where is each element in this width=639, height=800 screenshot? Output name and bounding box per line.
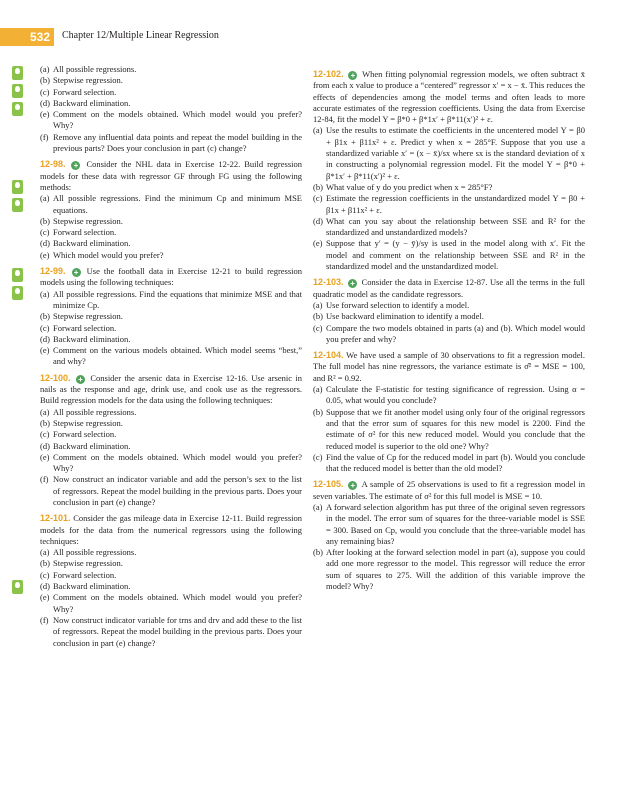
part-text: Backward elimination. xyxy=(53,440,131,451)
part-text: Compare the two models obtained in parts (a) and (b). Which model would you prefer and why? xyxy=(326,322,585,344)
plus-icon: + xyxy=(76,375,85,384)
exercise-part xyxy=(40,323,302,334)
part-label: (d) xyxy=(40,238,50,249)
part-text: Use forward selection to identify a model. xyxy=(326,299,470,310)
part-text: Comment on the models obtained. Which model would you prefer? Why? xyxy=(53,451,302,474)
part-text: Backward elimination. xyxy=(53,238,131,249)
margin-icons-group-2 xyxy=(12,180,23,216)
part-label: (d) xyxy=(40,440,50,451)
part-text: Forward selection. xyxy=(53,86,117,97)
part-text: Use the results to estimate the coefficients in the uncentered model Y = β0 + β1x + β11x² + ε. Predict y when x = 285°F. Suppose that you use a standardized variable x′ = (x − x̄)/sx where sx is the standard deviation of x in constructing a polynomial regression model. Fit the model Y = β*0 + β*1x′ + β*11(x′)² + ε. xyxy=(326,125,585,181)
plus-icon: + xyxy=(71,161,80,170)
part-label: (e) xyxy=(40,592,50,603)
part-text: All possible regressions. Find the minimum Cp and minimum MSE equations. xyxy=(53,193,302,215)
part-label: (b) xyxy=(313,181,323,192)
part-label: (e) xyxy=(40,345,50,356)
exercise-part xyxy=(40,570,302,581)
part-label: (a) xyxy=(313,299,323,310)
page-number: 532 xyxy=(0,28,54,46)
exercise-intro xyxy=(313,277,585,300)
exercise-text: We have used a sample of 30 observations to fit a regression model. The full model has nine regressors, the variance estimate is σ̂² = MSE = 100, and R² = 0.92. xyxy=(313,350,585,383)
part-label: (c) xyxy=(313,193,323,204)
part-text: All possible regressions. xyxy=(53,406,137,417)
exercise-part xyxy=(40,334,302,345)
part-text: After looking at the forward selection model in part (a), suppose you could add one more regressor to the model. This regressor will reduce the error sum of squares to 275. Will the addition of this variable improve the model? Why? xyxy=(326,547,585,592)
exercise-intro xyxy=(40,513,302,547)
part-label: (c) xyxy=(40,227,50,238)
learning-tool-icon xyxy=(12,66,23,80)
exercise-part xyxy=(313,193,585,216)
part-label: (e) xyxy=(40,109,50,120)
part-label: (a) xyxy=(313,384,323,395)
right-column xyxy=(313,64,585,592)
exercise-part xyxy=(40,227,302,238)
part-text: Comment on the models obtained. Which model would you prefer? Why? xyxy=(53,109,302,131)
part-label: (b) xyxy=(40,215,50,226)
part-label: (d) xyxy=(40,581,50,592)
part-label: (b) xyxy=(40,558,50,569)
exercise-part xyxy=(40,592,302,615)
part-text: Estimate the regression coefficients in the unstandardized model Y = β0 + β1x + β11x² + ε. xyxy=(326,193,585,215)
learning-tool-icon xyxy=(12,268,23,282)
exercise-part xyxy=(40,87,302,98)
exercise-part xyxy=(40,250,302,261)
part-label: (e) xyxy=(313,238,323,249)
part-text: Forward selection. xyxy=(53,227,117,238)
learning-tool-icon xyxy=(12,580,23,594)
exercise-part xyxy=(40,132,302,155)
exercise-part xyxy=(40,109,302,132)
learning-tool-icon xyxy=(12,84,23,98)
part-text: Use backward elimination to identify a model. xyxy=(326,311,484,322)
exercise-text: Use the football data in Exercise 12-21 to build regression models using the following techniques: xyxy=(40,266,303,288)
part-text: Forward selection. xyxy=(53,322,117,333)
part-label: (b) xyxy=(313,311,323,322)
exercise-part xyxy=(40,193,302,216)
exercise-text: Consider the data in Exercise 12-87. Use all the terms in the full quadratic model as the candidate regressors. xyxy=(313,277,586,299)
part-label: (a) xyxy=(40,288,50,299)
part-text: Comment on the models obtained. Which model would you prefer? Why? xyxy=(53,592,302,614)
part-text: Now construct an indicator variable and add the person’s sex to the list of regressors. Repeat the model building in the previous parts. Does your conclusion in part (e) change? xyxy=(53,474,302,507)
chapter-title: Chapter 12/Multiple Linear Regression xyxy=(62,30,219,41)
exercise-part xyxy=(40,98,302,109)
exercise-part xyxy=(313,547,585,592)
part-text: Now construct indicator variable for trns and drv and add these to the list of regressors. Repeat the model building in the previous parts. Does your conclusion in part (e) change? xyxy=(53,614,302,648)
part-label: (d) xyxy=(313,215,323,226)
exercise-part xyxy=(40,418,302,429)
part-text: Stepwise regression. xyxy=(53,558,123,569)
part-label: (f) xyxy=(40,614,49,625)
part-text: Stepwise regression. xyxy=(53,75,123,86)
part-text: Calculate the F-statistic for testing significance of regression. Using α = 0.05, what would you conclude? xyxy=(326,384,585,406)
part-text: All possible regressions. xyxy=(53,64,137,74)
exercise-part xyxy=(40,238,302,249)
exercise-intro xyxy=(40,159,302,193)
exercise-part xyxy=(40,581,302,592)
part-text: Backward elimination. xyxy=(53,333,131,344)
margin-icons-group-1 xyxy=(12,66,23,120)
exercise-part xyxy=(40,75,302,86)
part-label: (c) xyxy=(40,86,50,97)
exercise-part xyxy=(40,474,302,508)
exercise-part xyxy=(313,238,585,272)
margin-icons-group-4 xyxy=(12,580,23,598)
part-label: (b) xyxy=(313,406,323,417)
exercise-part xyxy=(40,547,302,558)
part-text: Find the value of Cp for the reduced model in part (b). Would you conclude that the reduced model is better than the old model? xyxy=(326,451,585,474)
exercise-intro xyxy=(313,479,585,502)
part-text: Backward elimination. xyxy=(53,581,131,592)
exercise-part xyxy=(40,615,302,649)
plus-icon: + xyxy=(348,71,357,80)
exercise-number: 12-105. xyxy=(313,479,344,490)
part-text: Remove any influential data points and repeat the model building in the previous parts? Does your conclusion in part (c) change? xyxy=(53,131,302,154)
exercise-text: When fitting polynomial regression models, we often subtract x̄ from each x value to produce a “centered” regressor x′ = x − x̄. This reduces the effects of dependencies among the model terms and often leads to more accurate estimates of the regression coefficients. Using the data from Exercise 12-84, fit the model Y = β*0 + β*1x′ + β*11(x′)² + ε. xyxy=(313,69,585,125)
part-label: (c) xyxy=(40,429,50,440)
exercise-part xyxy=(40,407,302,418)
part-label: (d) xyxy=(40,97,50,108)
exercise-part xyxy=(40,311,302,322)
part-label: (a) xyxy=(40,64,50,74)
learning-tool-icon xyxy=(12,180,23,194)
exercise-part xyxy=(40,441,302,452)
part-text: All possible regressions. Find the equations that minimize MSE and that minimize Cp. xyxy=(53,288,302,310)
part-text: Forward selection. xyxy=(53,569,117,580)
part-label: (a) xyxy=(40,193,50,204)
part-label: (b) xyxy=(40,417,50,428)
part-label: (a) xyxy=(40,547,50,558)
part-text: Comment on the various models obtained. Which model seems “best,” and why? xyxy=(53,345,302,367)
exercise-part xyxy=(40,558,302,569)
exercise-text: Consider the arsenic data in Exercise 12-16. Use arsenic in nails as the response and age, drink use, and cook use as the regressors. Build regression models for the data using the following techniques: xyxy=(40,372,303,406)
part-label: (a) xyxy=(313,501,323,512)
part-text: Suppose that y′ = (y − ȳ)/sy is used in the model along with x′. Fit the model and comment on the relationship between SSE and R² in the standardized model and the unstandardized model. xyxy=(326,238,585,272)
exercise-intro xyxy=(313,350,585,384)
exercise-number: 12-99. xyxy=(40,266,66,277)
part-label: (a) xyxy=(313,125,323,136)
exercise-part xyxy=(313,182,585,193)
exercise-part xyxy=(40,289,302,312)
exercise-part xyxy=(40,345,302,368)
exercise-part xyxy=(313,502,585,547)
exercise-part xyxy=(313,452,585,475)
part-label: (f) xyxy=(40,474,49,485)
left-column xyxy=(40,64,302,649)
part-label: (b) xyxy=(40,75,50,86)
exercise-text: Consider the NHL data in Exercise 12-22. Build regression models for these data with regressor GF through FG using the following methods: xyxy=(40,159,303,192)
part-label: (c) xyxy=(40,322,50,333)
exercise-number: 12-104. xyxy=(313,350,344,361)
learning-tool-icon xyxy=(12,102,23,116)
part-label: (d) xyxy=(40,333,50,344)
part-label: (f) xyxy=(40,131,49,142)
part-text: Stepwise regression. xyxy=(53,417,123,428)
exercise-part xyxy=(313,323,585,346)
exercise-part xyxy=(40,216,302,227)
part-label: (e) xyxy=(40,451,50,462)
exercise-part xyxy=(313,216,585,239)
exercise-part xyxy=(313,384,585,407)
exercise-part xyxy=(313,125,585,181)
exercise-part xyxy=(40,452,302,475)
part-text: All possible regressions. xyxy=(53,547,137,558)
exercise-intro xyxy=(313,69,585,125)
exercise-part xyxy=(313,311,585,322)
part-text: Suppose that we fit another model using only four of the original regressors and that the error sum of squares for this new model is 2200. Find the estimate of σ² for this new reduced model. Would you conclude that the reduced model is superior to the old one? Why? xyxy=(326,406,585,451)
exercise-number: 12-100. xyxy=(40,372,71,383)
exercise-part xyxy=(313,407,585,452)
plus-icon: + xyxy=(348,481,357,490)
part-text: What value of y do you predict when x = 285°F? xyxy=(326,181,493,192)
part-text: Which model would you prefer? xyxy=(53,249,164,260)
learning-tool-icon xyxy=(12,286,23,300)
exercise-number: 12-101. xyxy=(40,513,71,524)
exercise-intro xyxy=(40,373,302,407)
part-label: (b) xyxy=(40,311,50,322)
exercise-part xyxy=(40,64,302,75)
page-header xyxy=(0,28,639,48)
part-text: Stepwise regression. xyxy=(53,311,123,322)
exercise-part xyxy=(313,300,585,311)
part-text: Backward elimination. xyxy=(53,97,131,108)
part-label: (b) xyxy=(313,547,323,558)
exercise-text: A sample of 25 observations is used to fit a regression model in seven variables. The estimate of σ² for this full model is MSE = 10. xyxy=(313,479,585,501)
part-text: Stepwise regression. xyxy=(53,215,123,226)
part-text: A forward selection algorithm has put three of the original seven regressors in the model. The error sum of squares for the three-variable model is SSE = 300. Based on Cp, would you conclude that the three-variable model has any remaining bias? xyxy=(326,501,585,546)
plus-icon: + xyxy=(348,279,357,288)
part-text: Forward selection. xyxy=(53,429,117,440)
part-label: (a) xyxy=(40,406,50,417)
exercise-number: 12-103. xyxy=(313,277,344,288)
exercise-number: 12-98. xyxy=(40,159,66,170)
part-label: (c) xyxy=(313,322,323,333)
part-label: (c) xyxy=(313,451,323,462)
exercise-text: Consider the gas mileage data in Exercise 12-11. Build regression models for the data from the numerical regressors using the following techniques: xyxy=(40,513,302,546)
part-label: (c) xyxy=(40,569,50,580)
part-text: What can you say about the relationship between SSE and R² for the standardized and unstandardized models? xyxy=(326,215,585,238)
margin-icons-group-3 xyxy=(12,268,23,304)
learning-tool-icon xyxy=(12,198,23,212)
part-label: (e) xyxy=(40,249,50,260)
exercise-part xyxy=(40,429,302,440)
exercise-number: 12-102. xyxy=(313,69,344,79)
exercise-intro xyxy=(40,266,302,289)
plus-icon: + xyxy=(72,268,81,277)
